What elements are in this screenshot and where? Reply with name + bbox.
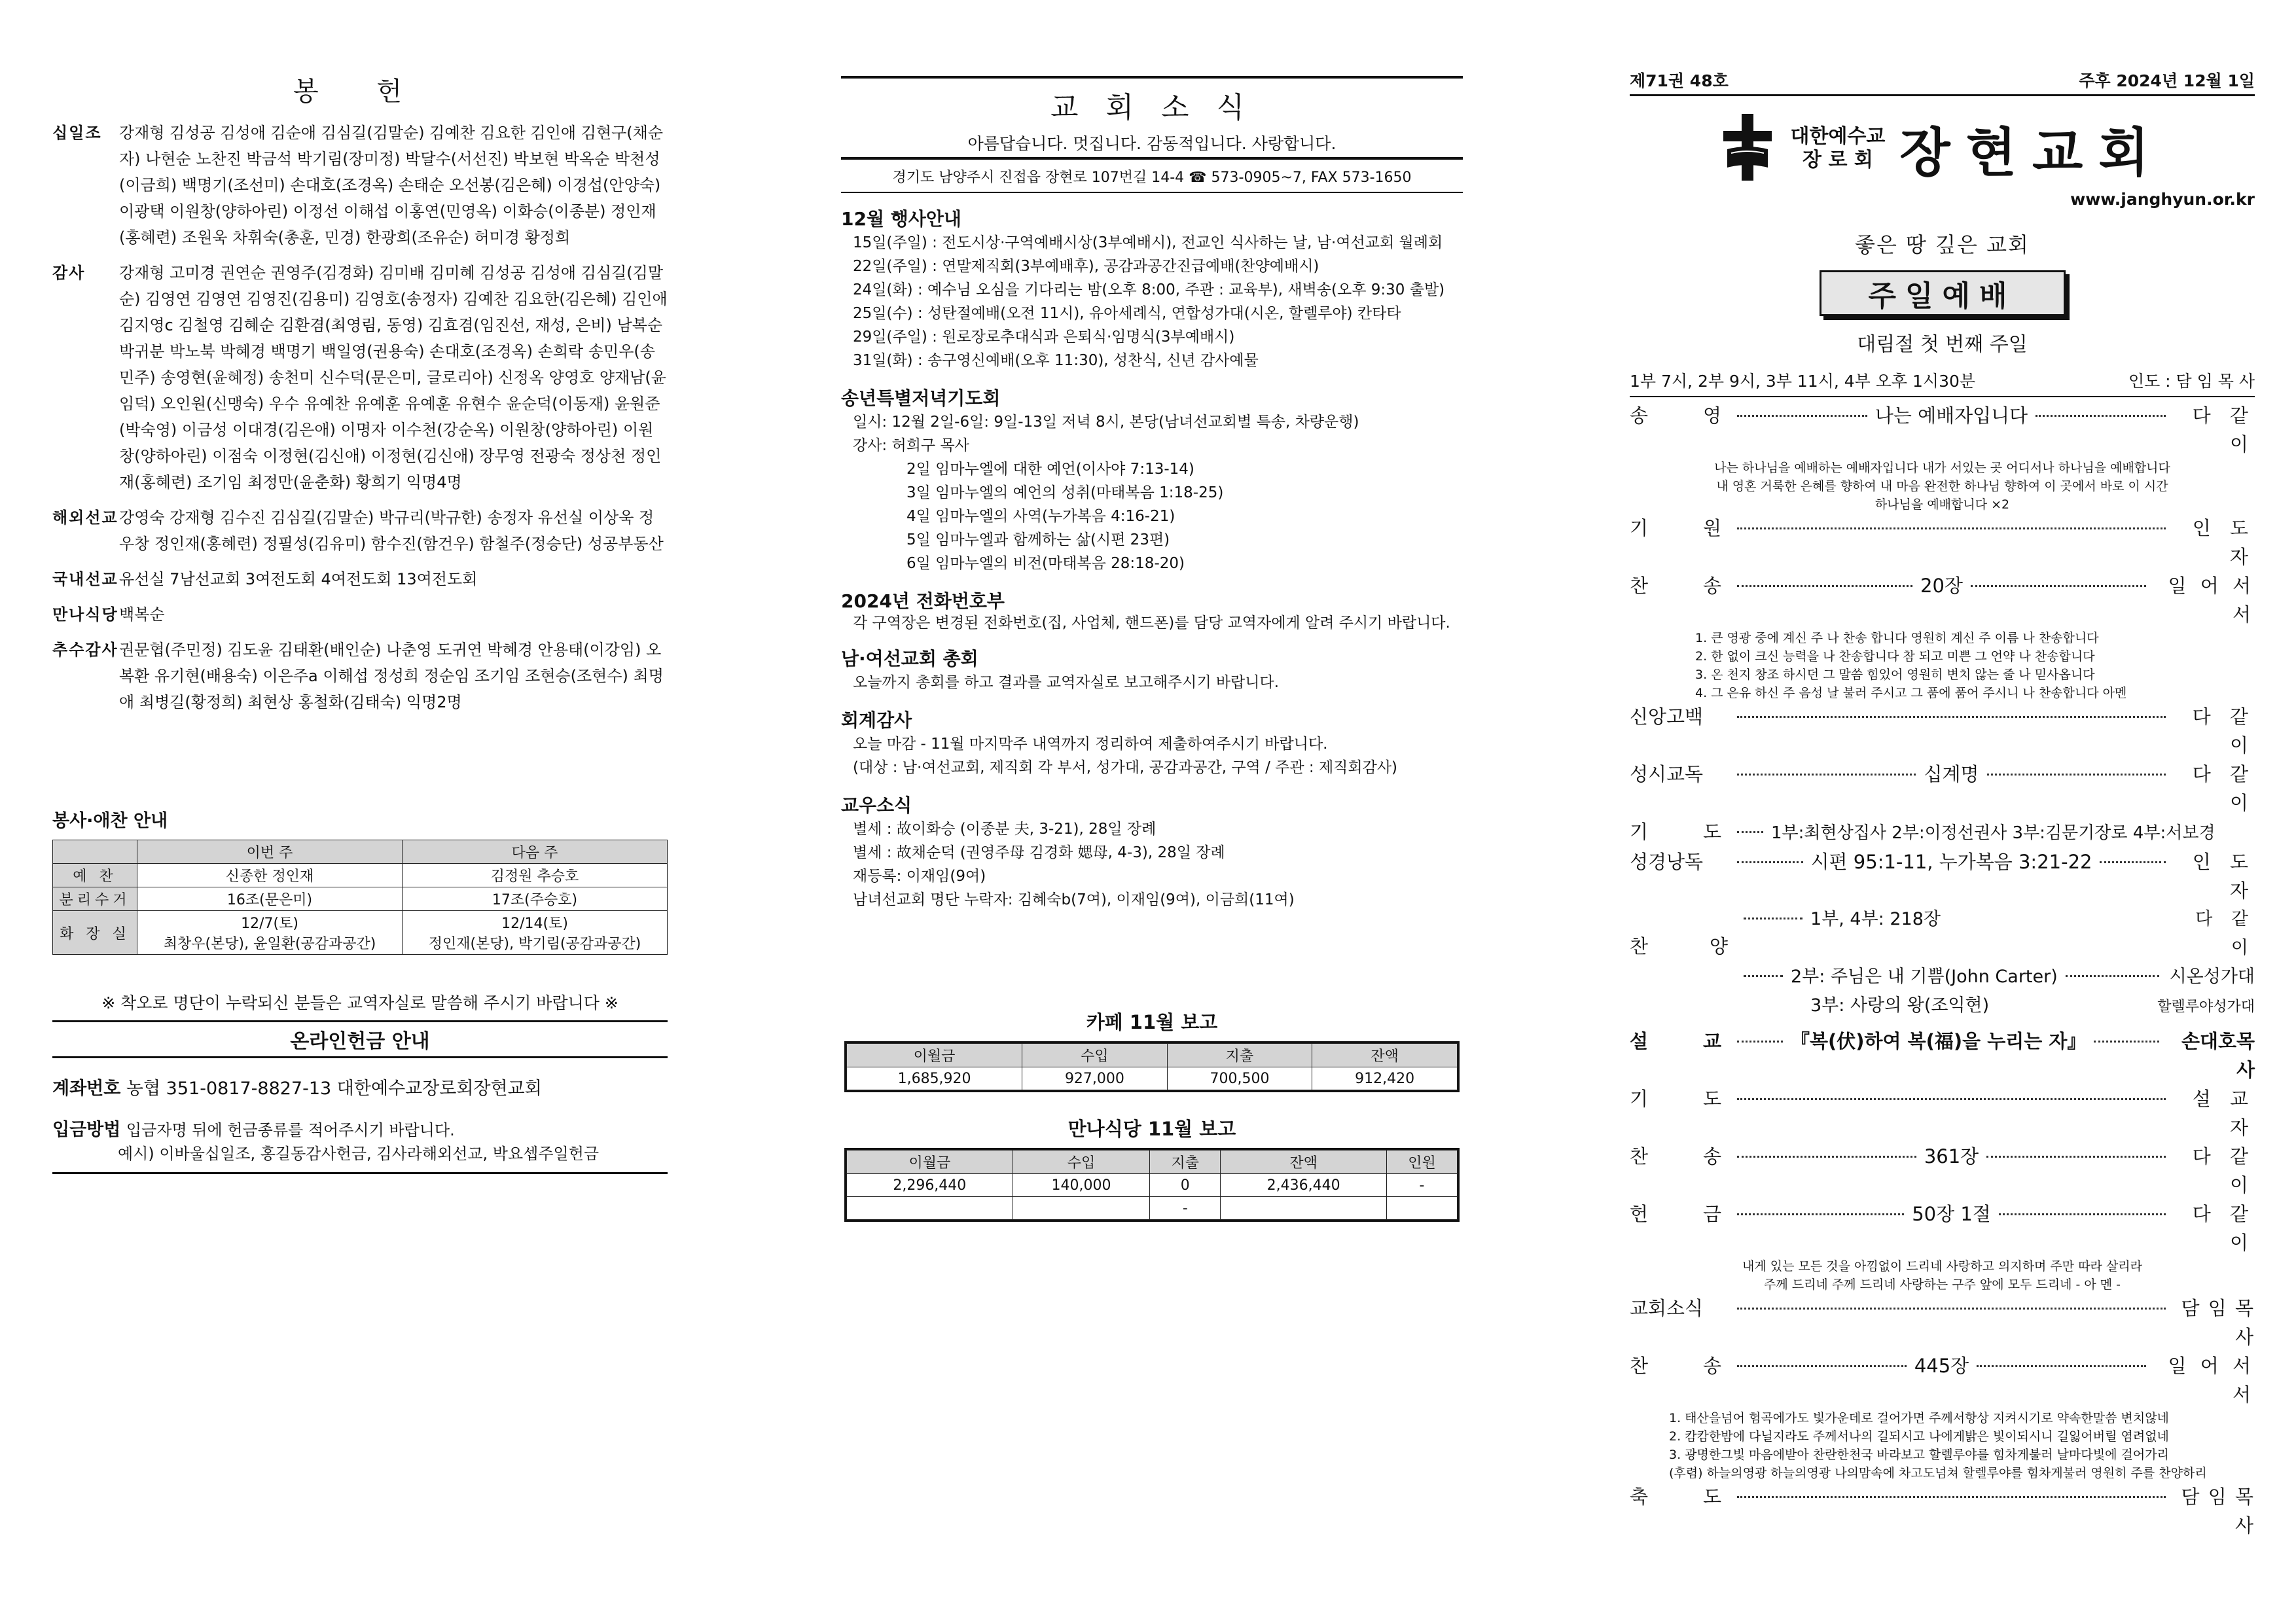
- donation-names: 강영숙 강재형 김수진 김심길(김말순) 박규리(박규한) 송정자 유선실 이상욱 정우창 정인재(홍혜련) 정필성(김유미) 함수진(함건우) 함철주(정승단) 성공부동산: [119, 508, 664, 553]
- order-item: [1740, 991, 2255, 1022]
- method-example: 예시) 이바울십일조, 홍길동감사헌금, 김사라해외선교, 박요셉주일헌금: [118, 1145, 600, 1163]
- donation-label: 감사: [52, 264, 86, 282]
- order-item: [1630, 1142, 2255, 1200]
- cafe-report-box: [844, 1041, 1460, 1092]
- lyric-line: 3. 온 천지 창조 하시던 그 말씀 힘있어 영원히 변치 않는 줄 나 믿사옵니다: [1695, 668, 2095, 682]
- choir-block: [1630, 905, 2255, 1022]
- table-header: 이월금: [847, 1150, 1013, 1174]
- list-item: 3일 임마누엘의 예언의 성취(마태복음 1:18-25): [906, 484, 1224, 501]
- order-item: [1740, 963, 2255, 991]
- lyric-line: 하나님을 예배합니다 ×2: [1874, 497, 2010, 512]
- offering-column: [52, 0, 668, 1163]
- order-person: 다 같 이: [2192, 1145, 2255, 1196]
- order-content: 시편 95:1-11, 누가복음 3:21-22: [1810, 851, 2092, 873]
- cell-names: 최창우(본당), 윤일환(공감과공간): [163, 936, 376, 952]
- donation-label: 추수감사: [52, 641, 118, 659]
- denomination-line: 장 로 회: [1803, 148, 1873, 171]
- donation-list: [52, 120, 668, 715]
- order-item: [1630, 1084, 2255, 1142]
- cell-date: 12/7(토): [241, 916, 298, 932]
- sermon-title: 『복(伏)하여 복(福)을 누리는 자』: [1791, 1030, 2087, 1052]
- member-news-title: 교우소식: [841, 794, 912, 816]
- assembly-title: 남·여선교회 총회: [841, 648, 978, 669]
- audit-title: 회계감사: [841, 709, 912, 731]
- service-title-badge: 주일예배: [1820, 270, 2066, 316]
- reports-section: [841, 988, 1463, 1224]
- lyrics: [1630, 1409, 2255, 1482]
- church-logo-row: [1630, 111, 2255, 186]
- order-person: 담 임 목 사: [2181, 1486, 2255, 1537]
- donation-label: 해외선교: [52, 508, 118, 527]
- donation-row: [52, 566, 668, 592]
- table-cell: 16조(문은미): [137, 887, 403, 911]
- service-table: [52, 840, 668, 955]
- list-item: 오늘 마감 - 11월 마지막주 내역까지 정리하여 제출하여주시기 바랍니다.: [853, 736, 1328, 753]
- phonebook-title: 2024년 전화번호부: [841, 590, 1005, 612]
- table-row: [847, 1197, 1458, 1220]
- offering-title: 봉 헌: [293, 77, 427, 107]
- donation-names: 권문협(주민정) 김도윤 김태환(배인순) 나춘영 도귀연 박혜경 안용태(이강임) 오복환 유기현(배용숙) 이은주a 이해섭 정성희 정순임 조기임 조현승(조현수) 최명애 최병길(황정희) 최현상 홍철화(김태숙) 익명2명: [119, 641, 664, 711]
- lyric-line: 2. 캄캄한밤에 다닐지라도 주께서나의 길되시고 나에게밝은 빛이되시니 길잃어버릴 염려없네: [1669, 1429, 2169, 1444]
- lyrics: [1630, 629, 2255, 702]
- lyric-line: 1. 태산을넘어 험곡에가도 빛가운데로 걸어가면 주께서항상 지켜시기로 약속한말씀 변치않네: [1669, 1411, 2169, 1425]
- order-label: 송 영: [1630, 404, 1721, 427]
- method-row: [52, 1115, 668, 1142]
- table-cell: -: [1150, 1197, 1221, 1220]
- order-label: 설 교: [1630, 1030, 1721, 1052]
- order-person: 인 도 자: [2192, 851, 2255, 902]
- order-content: 445장: [1914, 1355, 1969, 1377]
- table-header: 잔액: [1221, 1150, 1387, 1174]
- online-offering-box: [52, 1074, 668, 1174]
- lyric-line: (후렴) 하늘의영광 하늘의영광 나의맘속에 차고도넘쳐 할렐루야를 힘차게불러 영원히 주를 찬양하리: [1669, 1466, 2207, 1480]
- order-person: 다 같 이: [2192, 404, 2255, 455]
- order-item: [1630, 1351, 2255, 1409]
- manna-report-title: 만나식당 11월 보고: [1067, 1118, 1236, 1140]
- order-item: [1630, 514, 2255, 571]
- church-news-column: [841, 0, 1463, 1217]
- service-times: 1부 7시, 2부 9시, 3부 11시, 4부 오후 1시30분: [1630, 372, 1976, 391]
- order-content: 2부: 주님은 내 기쁨(John Carter): [1791, 967, 2058, 987]
- list-item: 남녀선교회 명단 누락자: 김혜숙b(7여), 이재임(9여), 이금희(11여): [853, 891, 1295, 908]
- volume-number: 제71권 48호: [1630, 71, 1729, 90]
- order-person: 시온성가대: [2169, 967, 2255, 987]
- order-label: 기 도: [1630, 821, 1721, 843]
- order-item: [1630, 1200, 2255, 1257]
- order-item: [1630, 1294, 2255, 1351]
- news-title: 교 회 소 식: [1050, 91, 1253, 124]
- omission-notice: ※ 착오로 명단이 누락되신 분들은 교역자실로 말씀해 주시기 바랍니다 ※: [101, 993, 619, 1012]
- order-label: 성경낭독: [1630, 851, 1704, 873]
- lyric-line: 1. 큰 영광 중에 계신 주 나 찬송 합니다 영원히 계신 주 이름 나 찬송합니다: [1695, 631, 2099, 645]
- donation-row: [52, 260, 668, 495]
- service-section: [52, 806, 668, 1174]
- news-header: [841, 76, 1463, 160]
- order-content: 1부, 4부: 218장: [1810, 909, 1941, 929]
- order-label: 신앙고백: [1630, 705, 1704, 728]
- account-label: 계좌번호: [52, 1079, 121, 1099]
- table-cell: 2,436,440: [1221, 1174, 1387, 1197]
- church-address: 경기도 남양주시 진접읍 장현로 107번길 14-4 ☎ 573-0905~7, FAX 573-1650: [841, 160, 1463, 193]
- table-header: 다음 주: [403, 840, 668, 864]
- order-item: [1630, 702, 2255, 760]
- table-header: 인원: [1386, 1150, 1457, 1174]
- lyrics: [1630, 459, 2255, 514]
- donation-row: [52, 637, 668, 715]
- order-label: 성시교독: [1630, 763, 1704, 785]
- order-label: 찬 송: [1630, 1355, 1721, 1377]
- order-content: 1부:최현상집사 2부:이정선권사 3부:김문기장로 4부:서보경: [1771, 823, 2215, 843]
- table-header: 이번 주: [137, 840, 403, 864]
- order-person: 인 도 자: [2192, 517, 2255, 568]
- cross-icon: [1719, 111, 1776, 186]
- list-item: 22일(주일) : 연말제직회(3부예배후), 공감과공간진급예배(찬양예배시): [853, 258, 1319, 275]
- order-label: 찬 송: [1630, 575, 1721, 597]
- row-label: 화 장 실: [53, 911, 137, 955]
- service-times-row: [1630, 368, 2255, 397]
- lyric-line: 내 영혼 거룩한 은혜를 향하여 내 마음 완전한 하나님 향하여 이 곳에서 바로 이 시간: [1716, 479, 2168, 493]
- list-item: 재등록: 이재임(9여): [853, 868, 986, 885]
- order-label: 기 원: [1630, 517, 1721, 539]
- table-header: 이월금: [847, 1044, 1022, 1067]
- donation-row: [52, 601, 668, 628]
- table-header: 지출: [1150, 1150, 1221, 1174]
- service-leader: 인도 : 담 임 목 사: [2128, 372, 2255, 391]
- table-cell: [403, 911, 668, 955]
- preacher: 손대호목사: [2181, 1030, 2255, 1081]
- phonebook-text: 각 구역장은 변경된 전화번호(집, 사업체, 핸드폰)를 담당 교역자에게 알려 주시기 바랍니다.: [853, 615, 1450, 632]
- donation-names: 유선실 7남선교회 3여전도회 4여전도회 13여전도회: [119, 570, 478, 588]
- row-label: 예 찬: [53, 864, 137, 887]
- order-item: [1630, 571, 2255, 629]
- order-content: 50장 1절: [1912, 1203, 1991, 1225]
- cafe-report-table: [846, 1043, 1458, 1090]
- table-cell: 0: [1150, 1174, 1221, 1197]
- prayer-meeting-title: 송년특별저녁기도회: [841, 387, 1001, 409]
- table-cell: [1013, 1197, 1150, 1220]
- bulletin-cover-column: [1630, 0, 2255, 1540]
- table-cell: 1,685,920: [847, 1067, 1022, 1090]
- order-person: 담 임 목 사: [2181, 1297, 2255, 1348]
- order-content: 3부: 사랑의 왕(조익현): [1810, 995, 1990, 1016]
- table-row: [53, 911, 668, 955]
- order-label: 교회소식: [1630, 1297, 1704, 1319]
- order-of-worship: [1630, 401, 2255, 1540]
- list-item: 4일 임마누엘의 사역(누가복음 4:16-21): [906, 508, 1175, 525]
- events-list: [841, 231, 1463, 372]
- order-person: 일 어 서 서: [2168, 1355, 2255, 1406]
- list-item: 25일(수) : 성탄절예배(오전 11시), 유아세례식, 연합성가대(시온, 할렐루야) 칸타타: [853, 305, 1401, 322]
- list-item: (대상 : 남·여선교회, 제직회 각 부서, 성가대, 공감과공간, 구역 / 주관 : 제직회감사): [853, 759, 1398, 776]
- list-item: 5일 임마누엘과 함께하는 삶(시편 23편): [906, 531, 1170, 548]
- manna-report-box: [844, 1148, 1460, 1222]
- order-item: [1630, 1482, 2255, 1540]
- order-item: [1630, 847, 2255, 905]
- online-offering-title: 온라인헌금 안내: [52, 1020, 668, 1058]
- order-content: 십계명: [1924, 763, 1979, 785]
- table-cell: 927,000: [1022, 1067, 1168, 1090]
- order-content: 361장: [1924, 1145, 1979, 1168]
- cafe-report-title: 카페 11월 보고: [1086, 1011, 1218, 1033]
- order-content: 20장: [1920, 575, 1963, 597]
- list-item: 별세 : 故채순덕 (권영주母 김경화 媤母, 4-3), 28일 장례: [853, 844, 1225, 861]
- manna-report-table: [846, 1150, 1458, 1220]
- order-item: [1630, 760, 2255, 817]
- church-name: 장현교회: [1899, 122, 2165, 183]
- table-cell: -: [1386, 1174, 1457, 1197]
- table-row: [53, 864, 668, 887]
- donation-row: [52, 120, 668, 251]
- donation-names: 백복순: [119, 605, 165, 624]
- church-website: www.janghyun.or.kr: [2070, 190, 2255, 209]
- liturgical-day: 대림절 첫 번째 주일: [1857, 333, 2028, 356]
- order-person: 다 같 이: [2195, 909, 2255, 958]
- list-item: 6일 임마누엘의 비전(마태복음 28:18-20): [906, 555, 1185, 572]
- order-person: 할렐루야성가대: [2157, 999, 2255, 1015]
- donation-label: 만나식당: [52, 605, 118, 624]
- order-label: 기 도: [1630, 1088, 1721, 1110]
- table-row: [847, 1174, 1458, 1197]
- lyric-line: 2. 한 없이 크신 능력을 나 찬송합니다 참 되고 미쁜 그 언약 나 찬송합니다: [1695, 649, 2095, 664]
- order-content: 나는 예배자입니다: [1874, 404, 2028, 427]
- order-label: 찬 송: [1630, 1145, 1721, 1168]
- table-cell: 김정원 추승호: [403, 864, 668, 887]
- lyric-line: 주께 드리네 주께 드리네 사랑하는 구주 앞에 모두 드리네 - 아 멘 -: [1763, 1277, 2121, 1292]
- donation-label: 십일조: [52, 124, 102, 142]
- order-item: [1740, 905, 2255, 963]
- table-header: 수입: [1022, 1044, 1168, 1067]
- table-cell: [1386, 1197, 1457, 1220]
- method-text: 입금자명 뒤에 헌금종류를 적어주시기 바랍니다.: [126, 1121, 455, 1139]
- order-item: [1630, 401, 2255, 459]
- table-cell: 17조(주승호): [403, 887, 668, 911]
- table-cell: 2,296,440: [847, 1174, 1013, 1197]
- assembly-text: 오늘까지 총회를 하고 결과를 교역자실로 보고해주시기 바랍니다.: [853, 674, 1280, 691]
- table-header: 지출: [1167, 1044, 1312, 1067]
- order-label: 헌 금: [1630, 1203, 1721, 1225]
- lyric-line: 3. 광명한그빛 마음에받아 찬란한천국 바라보고 할렐루야를 힘차게불러 날마다빛에 걸어가리: [1669, 1448, 2169, 1462]
- order-person: 다 같 이: [2192, 1203, 2255, 1254]
- table-cell: [1221, 1197, 1387, 1220]
- cell-names: 정인재(본당), 박기림(공감과공간): [428, 936, 641, 952]
- list-item: 15일(주일) : 전도시상·구역예배시상(3부예배시), 전교인 식사하는 날, 남·여선교회 월례회: [853, 234, 1443, 251]
- table-row: [847, 1067, 1458, 1090]
- news-subtitle: 아름답습니다. 멋집니다. 감동적입니다. 사랑합니다.: [967, 134, 1336, 153]
- table-cell: 140,000: [1013, 1174, 1150, 1197]
- lyric-line: 나는 하나님을 예배하는 예배자입니다 내가 서있는 곳 어디서나 하나님을 예배합니다: [1714, 461, 2170, 475]
- list-item: 24일(화) : 예수님 오심을 기다리는 밤(오후 8:00, 주관 : 교육부), 새벽송(오후 9:30 출발): [853, 281, 1445, 298]
- table-header: [53, 840, 137, 864]
- donation-label: 국내선교: [52, 570, 118, 588]
- order-item: [1630, 817, 2255, 847]
- lyric-line: 내게 있는 모든 것을 아낌없이 드리네 사랑하고 의지하며 주만 따라 살리라: [1742, 1259, 2143, 1274]
- list-item: 강사: 허희구 목사: [853, 437, 969, 454]
- denomination-line: 대한예수교: [1790, 124, 1886, 148]
- order-item: [1630, 1027, 2255, 1084]
- table-cell: 신종한 정인재: [137, 864, 403, 887]
- account-row: [52, 1074, 668, 1099]
- table-header: 수입: [1013, 1150, 1150, 1174]
- list-item: 별세 : 故이화승 (이종분 夫, 3-21), 28일 장례: [853, 821, 1157, 838]
- account-number: 농협 351-0817-8827-13 대한예수교장로회장현교회: [126, 1079, 542, 1099]
- events-title: 12월 행사안내: [841, 208, 961, 230]
- order-person: 다 같 이: [2192, 763, 2255, 814]
- donation-names: 강재형 고미경 권연순 권영주(김경화) 김미배 김미혜 김성공 김성애 김심길(김말순) 김영연 김영연 김영진(김용미) 김영호(송정자) 김예찬 김요한(김은혜) 김인애 김지영c 김철영 김혜순 김환겸(최영림, 동영) 김효겸(임진선, 재성, 은비) 남복순 박귀분 박노북 박혜경 백명기 백일영(권용숙) 손대호(조경옥) 손희락 송민우(송민주) 송영현(윤혜정) 송천미 신수덕(문은미, 글로리아) 신정옥 양영호 양재남(윤임덕) 오인원(신맹숙) 우수 유예찬 유예훈 유예훈 유현수 윤순덕(이동재) 윤원준(박숙영) 이금성 이대경(김은애) 이명자 이수천(강순옥) 이원창(양하아린) 이원창(양하아린) 이점숙 이정현(김신애) 이정현(김신애) 장무영 전광숙 정상천 정인재(홍혜련) 조기임 최정만(윤춘화) 황희기 익명4명: [119, 264, 668, 491]
- lyric-line: 4. 그 은유 하신 주 음성 날 불러 주시고 그 품에 품어 주시니 나 찬송합니다 아멘: [1695, 686, 2127, 700]
- donation-names: 강재형 김성공 김성애 김순애 김심길(김말순) 김예찬 김요한 김인애 김현구(채순자) 나현순 노찬진 박금석 박기림(장미정) 박달수(서선진) 박보현 박옥순 박천성(이금희) 백명기(조선미) 손대호(조경옥) 손태순 오선봉(김은혜) 이경섭(안양숙) 이광택 이원창(양하아린) 이정선 이해섭 이홍연(민영옥) 이화승(이종분) 정인재(홍혜련) 조원욱 차휘숙(총훈, 민경) 한광희(조유순) 허미경 황정희: [119, 124, 664, 247]
- table-cell: [847, 1197, 1013, 1220]
- row-label: 분리수거: [53, 887, 137, 911]
- table-header: 잔액: [1312, 1044, 1458, 1067]
- list-item: 2일 임마누엘에 대한 예언(이사야 7:13-14): [906, 461, 1194, 478]
- service-title: 봉사·애찬 안내: [52, 811, 168, 831]
- list-item: 29일(주일) : 원로장로추대식과 은퇴식·임명식(3부예배시): [853, 329, 1235, 346]
- order-person: 설 교 자: [2192, 1088, 2255, 1139]
- issue-date: 주후 2024년 12월 1일: [2079, 71, 2255, 90]
- table-cell: [137, 911, 403, 955]
- church-slogan: 좋은 땅 깊은 교회: [1855, 232, 2030, 257]
- list-item: 일시: 12월 2일-6일: 9일-13일 저녁 8시, 본당(남녀선교회별 특송, 차량운행): [853, 414, 1359, 431]
- issue-header: [1630, 68, 2255, 96]
- table-row: [53, 887, 668, 911]
- table-cell: 912,420: [1312, 1067, 1458, 1090]
- denomination: [1790, 125, 1885, 172]
- order-person: 일 어 서 서: [2168, 575, 2255, 626]
- table-cell: 700,500: [1167, 1067, 1312, 1090]
- order-label: 찬 양: [1630, 935, 1728, 957]
- donation-row: [52, 505, 668, 557]
- lyrics: [1630, 1257, 2255, 1294]
- list-item: 31일(화) : 송구영신예배(오후 11:30), 성찬식, 신년 감사예물: [853, 352, 1259, 369]
- order-person: 다 같 이: [2192, 705, 2255, 757]
- cell-date: 12/14(토): [501, 916, 568, 932]
- method-label: 입금방법: [52, 1120, 121, 1140]
- order-label: 축 도: [1630, 1486, 1721, 1508]
